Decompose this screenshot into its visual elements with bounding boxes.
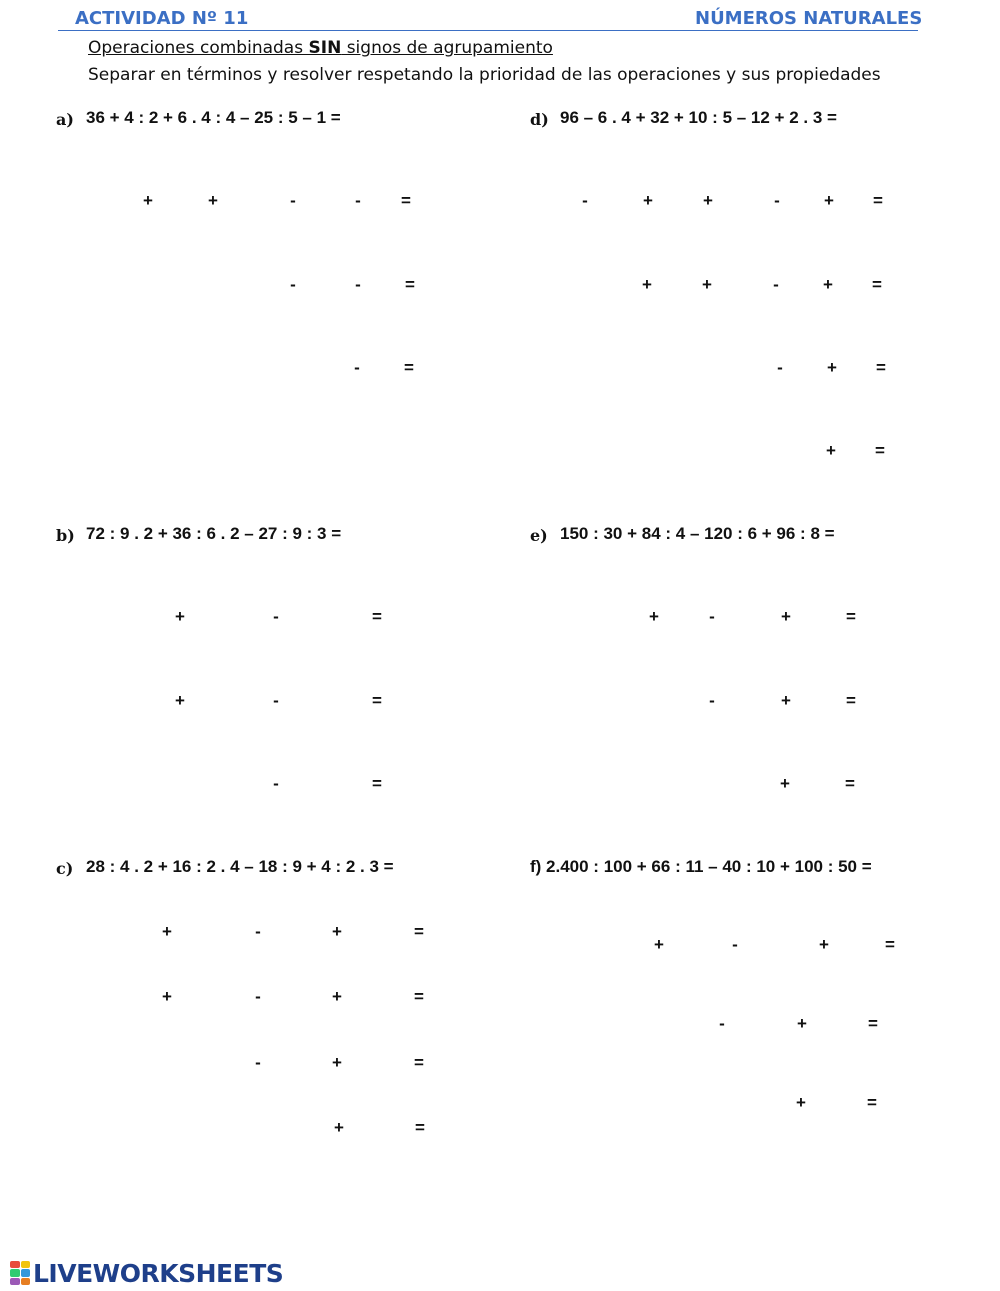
problem-d-step2-symbol: + bbox=[642, 275, 652, 294]
problem-d-step1-symbol: = bbox=[873, 191, 883, 210]
logo-tile bbox=[10, 1261, 20, 1268]
problem-c-step2-symbol: + bbox=[162, 987, 172, 1006]
problem-d-label: d) bbox=[530, 110, 549, 129]
problem-f-step3-symbol: + bbox=[796, 1093, 806, 1112]
problem-d-step3-symbol: - bbox=[777, 358, 783, 377]
problem-a-step1-symbol: + bbox=[143, 191, 153, 210]
problem-f-step1-symbol: = bbox=[885, 935, 895, 954]
problem-a-step1-symbol: = bbox=[401, 191, 411, 210]
logo-tile bbox=[21, 1261, 31, 1268]
problem-f-step2-symbol: = bbox=[868, 1014, 878, 1033]
logo-tile bbox=[10, 1269, 20, 1276]
problem-c-step3-symbol: - bbox=[255, 1053, 261, 1072]
problem-c-step2-symbol: - bbox=[255, 987, 261, 1006]
problem-b-step2-symbol: + bbox=[175, 691, 185, 710]
problem-b-step1-symbol: - bbox=[273, 607, 279, 626]
problem-e-step1-symbol: - bbox=[709, 607, 715, 626]
problem-a-step2-symbol: - bbox=[290, 275, 296, 294]
problem-d-step3-symbol: + bbox=[827, 358, 837, 377]
problem-d-step1-symbol: + bbox=[643, 191, 653, 210]
problem-e-expression: 150 : 30 + 84 : 4 – 120 : 6 + 96 : 8 = bbox=[560, 524, 835, 543]
problem-c-step4-symbol: + bbox=[334, 1118, 344, 1137]
problem-e-step2-symbol: - bbox=[709, 691, 715, 710]
header-rule bbox=[235, 30, 918, 31]
logo-tile bbox=[10, 1278, 20, 1285]
problem-d-expression: 96 – 6 . 4 + 32 + 10 : 5 – 12 + 2 . 3 = bbox=[560, 108, 837, 127]
instruction-title-bold: SIN bbox=[308, 38, 342, 58]
problem-f-step1-symbol: + bbox=[819, 935, 829, 954]
problem-d-step1-symbol: - bbox=[582, 191, 588, 210]
problem-b-step1-symbol: = bbox=[372, 607, 382, 626]
problem-a-expression: 36 + 4 : 2 + 6 . 4 : 4 – 25 : 5 – 1 = bbox=[86, 108, 341, 127]
problem-c-step1-symbol: - bbox=[255, 922, 261, 941]
logo-tile bbox=[21, 1269, 31, 1276]
problem-f-step2-symbol: - bbox=[719, 1014, 725, 1033]
problem-a-step2-symbol: = bbox=[405, 275, 415, 294]
instruction-text: Separar en términos y resolver respetando la prioridad de las operaciones y sus propiedades bbox=[88, 65, 881, 85]
problem-b-expression: 72 : 9 . 2 + 36 : 6 . 2 – 27 : 9 : 3 = bbox=[86, 524, 342, 543]
problem-c-label: c) bbox=[56, 859, 74, 878]
problem-d-step4-symbol: = bbox=[875, 441, 885, 460]
problem-c-step1-symbol: + bbox=[162, 922, 172, 941]
problem-e-step2-symbol: + bbox=[781, 691, 791, 710]
problem-d-step1-symbol: - bbox=[774, 191, 780, 210]
problem-b-step2-symbol: - bbox=[273, 691, 279, 710]
problem-d-step1-symbol: + bbox=[824, 191, 834, 210]
problem-e-step1-symbol: = bbox=[846, 607, 856, 626]
problem-b-step3-symbol: - bbox=[273, 774, 279, 793]
problem-d-step2-symbol: = bbox=[872, 275, 882, 294]
problem-c-step2-symbol: = bbox=[414, 987, 424, 1006]
problem-c-step2-symbol: + bbox=[332, 987, 342, 1006]
problem-a-step3-symbol: = bbox=[404, 358, 414, 377]
problem-d-step2-symbol: - bbox=[773, 275, 779, 294]
problem-f-expression: f) 2.400 : 100 + 66 : 11 – 40 : 10 + 100 : 50 = bbox=[530, 857, 872, 876]
problem-a-step2-symbol: - bbox=[355, 275, 361, 294]
problem-b-step2-symbol: = bbox=[372, 691, 382, 710]
logo-tile bbox=[21, 1278, 31, 1285]
problem-f-step2-symbol: + bbox=[797, 1014, 807, 1033]
liveworksheets-logo-text: LIVEWORKSHEETS bbox=[33, 1258, 284, 1288]
problem-f-step1-symbol: + bbox=[654, 935, 664, 954]
problem-f-step1-symbol: - bbox=[732, 935, 738, 954]
problem-e-step3-symbol: = bbox=[845, 774, 855, 793]
problem-e-step1-symbol: + bbox=[649, 607, 659, 626]
problem-d-step1-symbol: + bbox=[703, 191, 713, 210]
problem-d-step3-symbol: = bbox=[876, 358, 886, 377]
problem-b-step3-symbol: = bbox=[372, 774, 382, 793]
problem-e-step1-symbol: + bbox=[781, 607, 791, 626]
problem-d-step2-symbol: + bbox=[823, 275, 833, 294]
problem-c-step1-symbol: + bbox=[332, 922, 342, 941]
activity-title-underline bbox=[58, 30, 236, 31]
problem-f-step3-symbol: = bbox=[867, 1093, 877, 1112]
problem-a-step1-symbol: + bbox=[208, 191, 218, 210]
instruction-title bbox=[88, 38, 553, 58]
problem-c-step3-symbol: = bbox=[414, 1053, 424, 1072]
problem-a-step1-symbol: - bbox=[355, 191, 361, 210]
liveworksheets-logo bbox=[10, 1259, 283, 1287]
problem-c-step3-symbol: + bbox=[332, 1053, 342, 1072]
activity-title: ACTIVIDAD Nº 11 bbox=[75, 8, 249, 29]
problem-b-label: b) bbox=[56, 526, 75, 545]
problem-b-step1-symbol: + bbox=[175, 607, 185, 626]
instruction-title-suffix: signos de agrupamiento bbox=[341, 38, 553, 58]
problem-d-step2-symbol: + bbox=[702, 275, 712, 294]
problem-a-label: a) bbox=[56, 110, 74, 129]
topic-title: NÚMEROS NATURALES bbox=[695, 8, 923, 29]
problem-e-step3-symbol: + bbox=[780, 774, 790, 793]
problem-e-step2-symbol: = bbox=[846, 691, 856, 710]
problem-e-label: e) bbox=[530, 526, 548, 545]
liveworksheets-logo-icon bbox=[10, 1261, 30, 1285]
problem-c-step4-symbol: = bbox=[415, 1118, 425, 1137]
problem-c-step1-symbol: = bbox=[414, 922, 424, 941]
problem-d-step4-symbol: + bbox=[826, 441, 836, 460]
problem-c-expression: 28 : 4 . 2 + 16 : 2 . 4 – 18 : 9 + 4 : 2 . 3 = bbox=[86, 857, 394, 876]
instruction-title-prefix: Operaciones combinadas bbox=[88, 38, 309, 58]
problem-a-step3-symbol: - bbox=[354, 358, 360, 377]
problem-a-step1-symbol: - bbox=[290, 191, 296, 210]
